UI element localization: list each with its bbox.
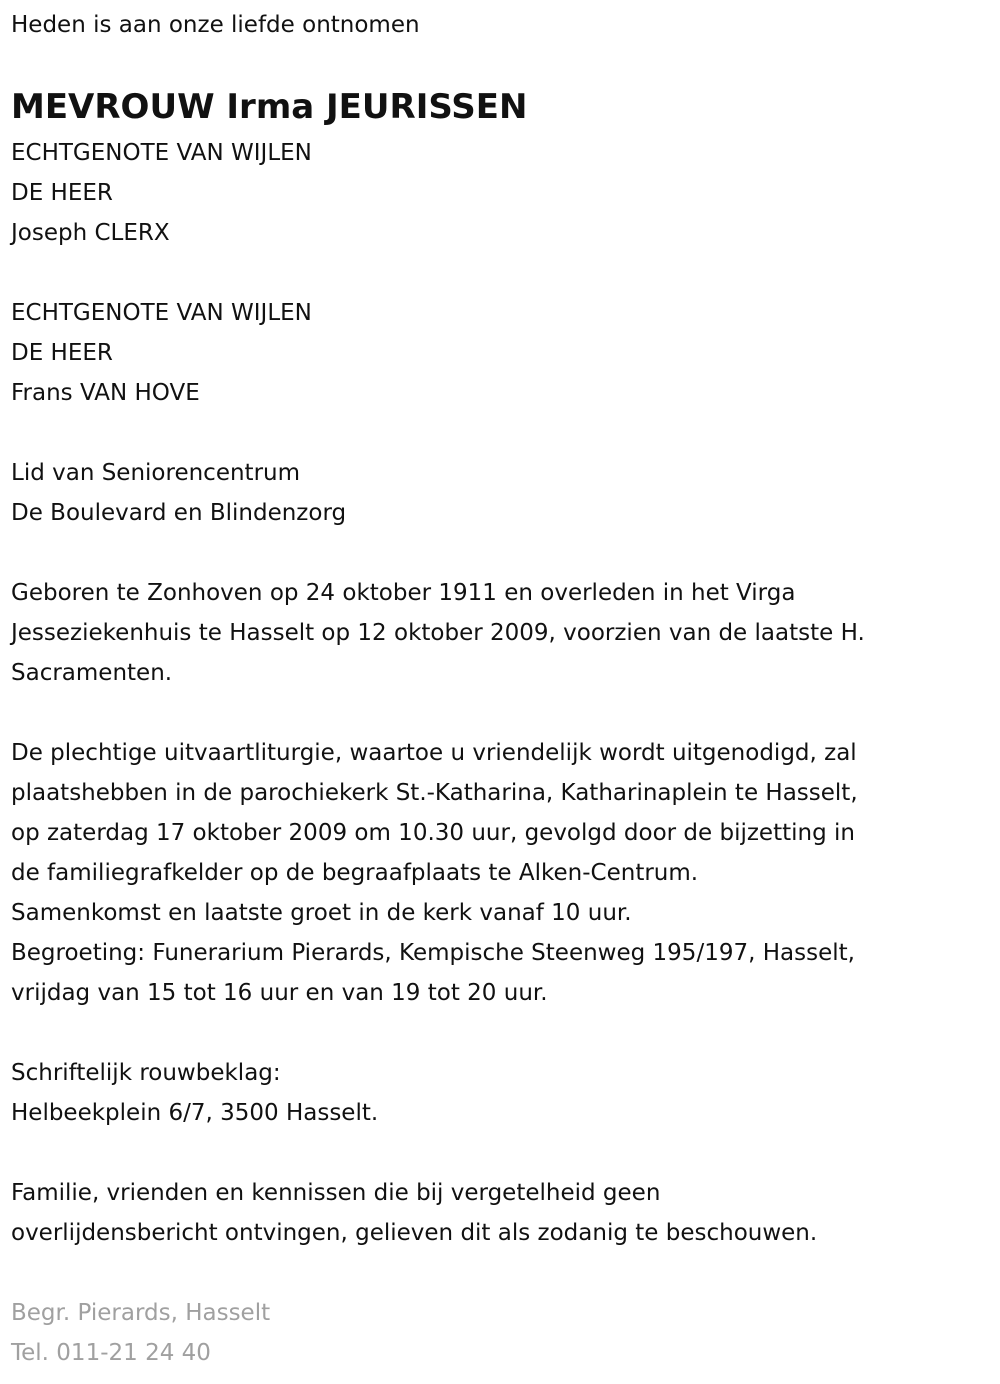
deceased-name: MEVROUW Irma JEURISSEN — [11, 87, 528, 127]
spouse-line: ECHTGENOTE VAN WIJLEN — [11, 140, 312, 166]
intro-text: Heden is aan onze liefde ontnomen — [11, 12, 420, 38]
funeral-line: De plechtige uitvaartliturgie, waartoe u vriendelijk wordt uitgenodigd, zal — [11, 740, 857, 766]
birth-death-line: Sacramenten. — [11, 660, 173, 686]
undertaker-phone: Tel. 011-21 24 40 — [11, 1340, 211, 1366]
funeral-line: Samenkomst en laatste groet in de kerk vanaf 10 uur. — [11, 900, 632, 926]
undertaker-name: Begr. Pierards, Hasselt — [11, 1300, 271, 1326]
funeral-block — [11, 733, 1000, 1013]
condolence-line: Schriftelijk rouwbeklag: — [11, 1060, 281, 1086]
undertaker-block — [11, 1293, 1000, 1373]
funeral-line: Begroeting: Funerarium Pierards, Kempische Steenweg 195/197, Hasselt, — [11, 940, 855, 966]
spouse-block-1 — [11, 133, 1000, 253]
funeral-line: plaatshebben in de parochiekerk St.-Katharina, Katharinaplein te Hasselt, — [11, 780, 858, 806]
membership-line: De Boulevard en Blindenzorg — [11, 500, 347, 526]
funeral-line: vrijdag van 15 tot 16 uur en van 19 tot 20 uur. — [11, 980, 548, 1006]
obituary-notice — [11, 5, 1000, 1373]
notice-line: overlijdensbericht ontvingen, gelieven dit als zodanig te beschouwen. — [11, 1220, 818, 1246]
condolence-line: Helbeekplein 6/7, 3500 Hasselt. — [11, 1100, 379, 1126]
spouse-line: DE HEER — [11, 340, 113, 366]
spouse-line: Joseph CLERX — [11, 220, 170, 246]
condolence-block — [11, 1053, 1000, 1133]
spouse-line: DE HEER — [11, 180, 113, 206]
membership-block — [11, 453, 1000, 533]
funeral-line: de familiegrafkelder op de begraafplaats te Alken-Centrum. — [11, 860, 699, 886]
birth-death-line: Geboren te Zonhoven op 24 oktober 1911 en overleden in het Virga — [11, 580, 796, 606]
spouse-line: Frans VAN HOVE — [11, 380, 200, 406]
spouse-block-2 — [11, 293, 1000, 413]
spouse-line: ECHTGENOTE VAN WIJLEN — [11, 300, 312, 326]
membership-line: Lid van Seniorencentrum — [11, 460, 301, 486]
birth-death-block — [11, 573, 1000, 693]
birth-death-line: Jesseziekenhuis te Hasselt op 12 oktober 2009, voorzien van de laatste H. — [11, 620, 865, 646]
funeral-line: op zaterdag 17 oktober 2009 om 10.30 uur, gevolgd door de bijzetting in — [11, 820, 855, 846]
notice-line: Familie, vrienden en kennissen die bij vergetelheid geen — [11, 1180, 661, 1206]
notice-block — [11, 1173, 1000, 1253]
